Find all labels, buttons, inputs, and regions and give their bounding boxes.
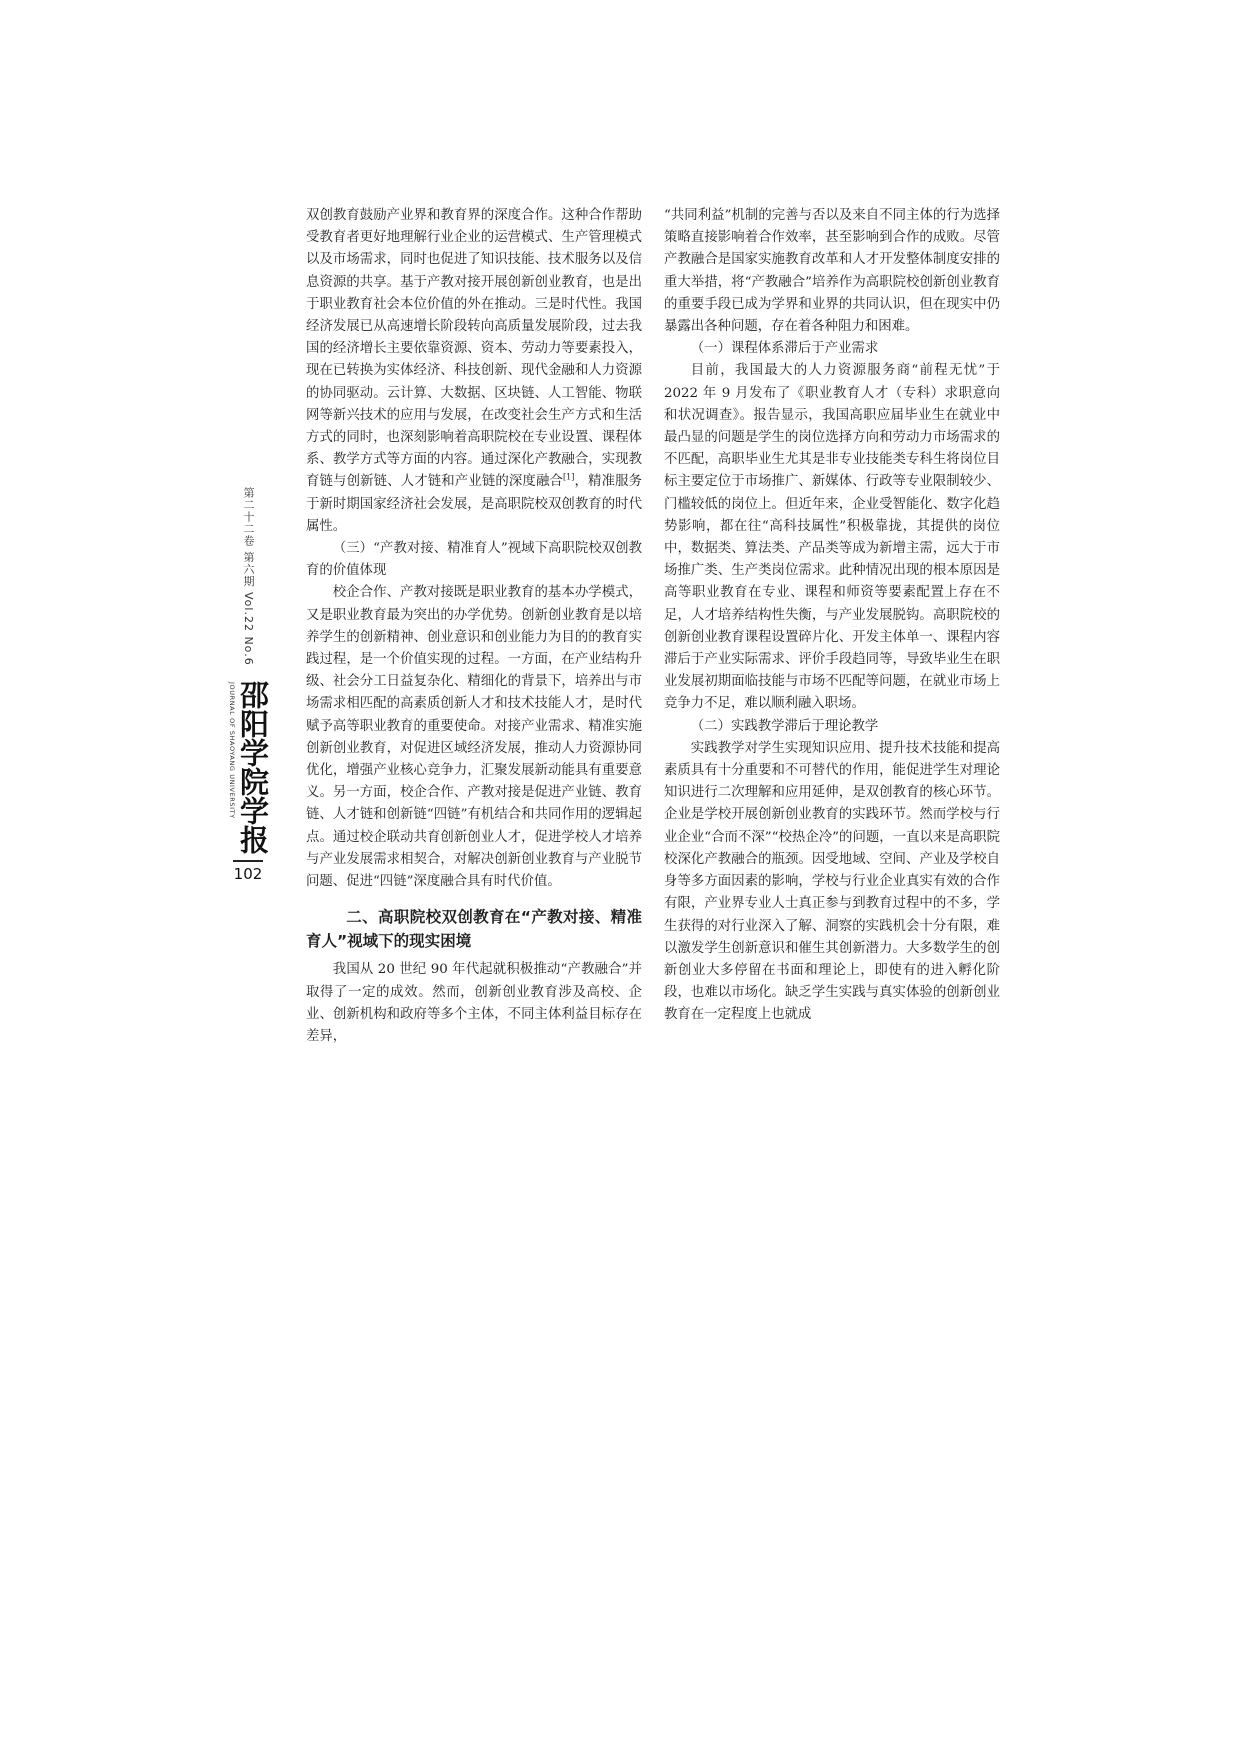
right-column (664, 205, 1000, 1027)
paragraph-text: 双创教育鼓励产业界和教育界的深度合作。这种合作帮助受教育者更好地理解行业企业的运营模式、生产管理模式以及市场需求，同时也促进了知识技能、技术服务以及信息资源的共享。基于产教对接开展创新创业教育，也是出于职业教育社会本位价值的外在推动。三是时代性。我国经济发展已从高速增长阶段转向高质量发展阶段，过去我国的经济增长主要依靠资源、资本、劳动力等要素投入，现在已转换为实体经济、科技创新、现代金融和人力资源的协同驱动。云计算、大数据、区块链、人工智能、物联网等新兴技术的应用与发展，在改变社会生产方式和生活方式的同时，也深刻影响着高职院校在专业设置、课程体系、教学方式等方面的内容。通过深化产教融合，实现教育链与创新链、人才链和产业链的深度融合 (306, 208, 642, 490)
left-column (306, 205, 642, 1048)
section-heading-2: 二、高职院校双创教育在“产教对接、精准育人”视域下的现实困境 (306, 908, 642, 951)
paragraph-text-tail: ，精准服务于新时期国家经济社会发展，是高职院校双创教育的时代属性。 (306, 474, 643, 534)
subsection-heading-2: （二）实践教学滞后于理论教学 (690, 718, 879, 734)
journal-title-en: JOURNAL OF SHAOYANG UNIVERSITY (228, 681, 236, 819)
paragraph: 我国从 20 世纪 90 年代起就积极推动“产教融合”并取得了一定的成效。然而，创新创业教育涉及高校、企业、创新机构和政府等多个主体，不同主体利益目标存在差异， (306, 962, 642, 1044)
journal-side-strip (228, 487, 268, 883)
paragraph: 目前，我国最大的人力资源服务商“前程无忧”于 2022 年 9 月发布了《职业教育人才（专科）求职意向和状况调查》。报告显示，我国高职应届毕业生在就业中最凸显的问题是学生的岗位选择方向和劳动力市场需求的不匹配，高职毕业生尤其是非专业技能类专科生将岗位目标主要定位于市场推广、新媒体、行政等专业限制较少、门槛较低的岗位上。但近年来，企业受智能化、数字化趋势影响，都在往“高科技属性”积极靠拢，其提供的岗位中，数据类、算法类、产品类等成为新增主需，远大于市场推广类、生产类岗位需求。此种情况出现的根本原因是高等职业教育在专业、课程和师资等要素配置上存在不足，人才培养结构性失衡，与产业发展脱钩。高职院校的创新创业教育课程设置碎片化、开发主体单一、课程内容滞后于产业实际需求、评价手段趋同等，导致毕业生在职业发展初期面临技能与市场不匹配等问题，在就业市场上竞争力不足，难以顺利融入职场。 (664, 363, 1000, 712)
subsection-heading-3: （三）“产教对接、精准育人”视域下高职院校双创教育的价值体现 (306, 541, 642, 579)
journal-title-cn: 邵阳学院学报 (236, 679, 270, 854)
page-number: 102 (233, 864, 263, 883)
citation-ref: [1] (563, 472, 575, 482)
paragraph-continuation: “共同利益”机制的完善与否以及来自不同主体的行为选择策略直接影响着合作效率，甚至影响到合作的成败。尽管产教融合是国家实施教育改革和人才开发整体制度安排的重大举措，将“产教融合”培养作为高职院校创新创业教育的重要手段已成为学界和业界的共同认识，但在现实中仍暴露出各种问题，存在着各种阻力和困难。 (664, 208, 1000, 335)
subsection-heading-1: （一）课程体系滞后于产业需求 (690, 341, 879, 357)
journal-masthead (228, 680, 268, 854)
paragraph: 实践教学对学生实现知识应用、提升技术技能和提高素质具有十分重要和不可替代的作用，能促进学生对理论知识进行二次理解和应用延伸，是双创教育的核心环节。企业是学校开展创新创业教育的实践环节。然而学校与行业企业“合而不深”“校热企冷”的问题，一直以来是高职院校深化产教融合的瓶颈。因受地域、空间、产业及学校自身等多方面因素的影响，学校与行业企业真实有效的合作有限，产业界专业人士真正参与到教育过程中的不多，学生获得的对行业深入了解、洞察的实践机会十分有限，难以激发学生创新意识和催生其创新潜力。大多数学生的创新创业大多停留在书面和理论上，即使有的进入孵化阶段，也难以市场化。缺乏学生实践与真实体验的创新创业教育在一定程度上也就成 (664, 740, 1000, 1023)
page-number-rule (233, 860, 263, 862)
paragraph-continuation (306, 205, 642, 538)
volume-issue-label: 第二十二卷 第六期 Vol.22 No.6 (242, 487, 255, 666)
paragraph: 校企合作、产教对接既是职业教育的基本办学模式，又是职业教育最为突出的办学优势。创新创业教育是以培养学生的创新精神、创业意识和创业能力为目的的教育实践过程，是一个价值实现的过程。一方面，在产业结构升级、社会分工日益复杂化、精细化的背景下，培养出与市场需求相匹配的高素质创新人才和技术技能人才，是时代赋予高等职业教育的重要使命。对接产业需求、精准实施创新创业教育，对促进区域经济发展，推动人力资源协同优化，增强产业核心竞争力，汇聚发展新动能具有重要意义。另一方面，校企合作、产教对接是促进产业链、教育链、人才链和创新链“四链”有机结合和共同作用的逻辑起点。通过校企联动共育创新创业人才，促进学校人才培养与产业发展需求相契合，对解决创新创业教育与产业脱节问题、促进“四链”深度融合具有时代价值。 (306, 585, 642, 890)
